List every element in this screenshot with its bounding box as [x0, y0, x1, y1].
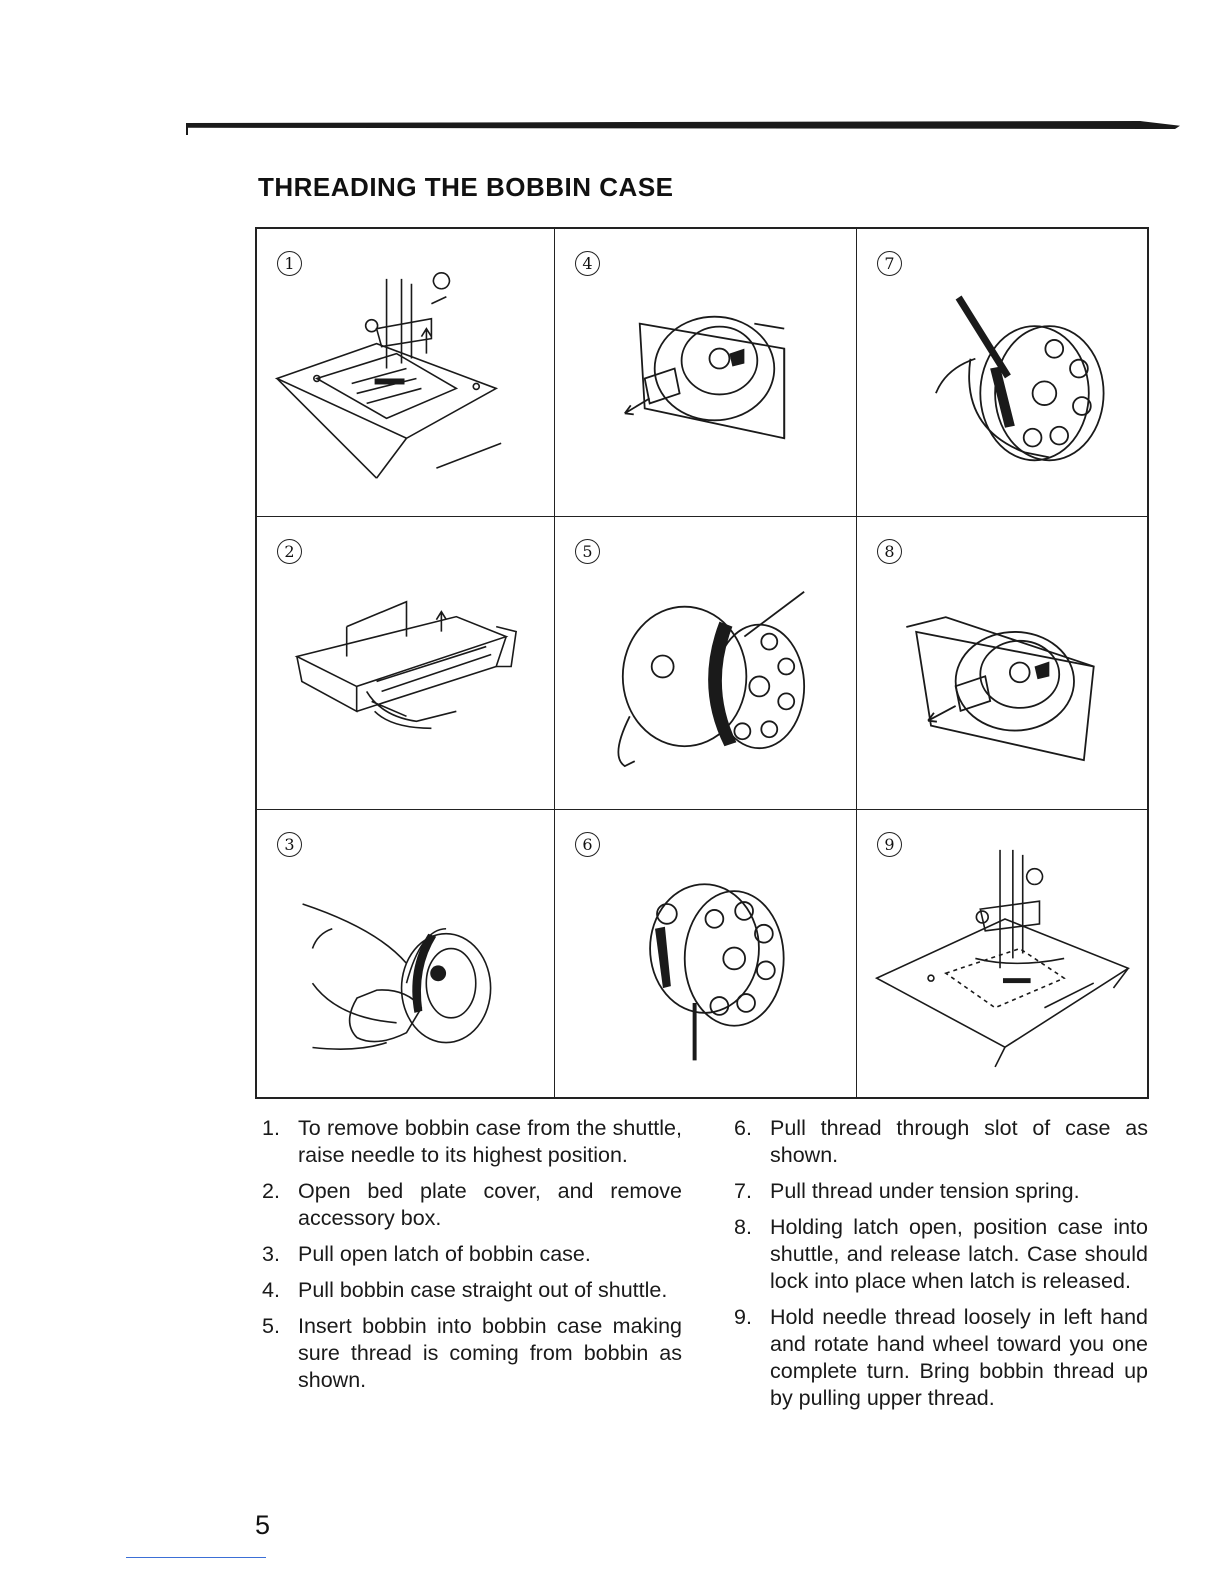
tension-spring-thread-icon: [857, 229, 1147, 516]
case-into-shuttle-icon: [857, 517, 1147, 809]
figure-number: 6: [575, 832, 600, 857]
instruction-step: 1. To remove bobbin case from the shuttle, raise needle to its highest position.: [262, 1116, 682, 1167]
top-rule-tick: [186, 123, 188, 135]
figure-8: [857, 517, 1147, 810]
figure-number: 7: [877, 251, 902, 276]
figure-number: 5: [575, 539, 600, 564]
machine-needle-raised-icon: [257, 229, 554, 516]
figure-7: [857, 229, 1147, 517]
bottom-link-rule: [126, 1557, 266, 1558]
instruction-list-right: [734, 1115, 1148, 1421]
top-rule: [186, 121, 1180, 129]
figure-2: [257, 517, 555, 810]
bobbin-case-removal-icon: [555, 229, 856, 516]
figure-grid: [255, 227, 1149, 1099]
figure-1: [257, 229, 555, 517]
instruction-step: 5. Insert bobbin into bobbin case making sure thread is coming from bobbin as shown.: [262, 1314, 682, 1392]
instruction-step: 4. Pull bobbin case straight out of shuttle.: [262, 1278, 668, 1302]
instruction-step: 7. Pull thread under tension spring.: [734, 1179, 1080, 1203]
instruction-step: 2. Open bed plate cover, and remove accessory box.: [262, 1179, 682, 1230]
instruction-step: 6. Pull thread through slot of case as shown.: [734, 1116, 1148, 1167]
figure-3: [257, 810, 555, 1097]
figure-6: [555, 810, 857, 1097]
figure-number: 2: [277, 539, 302, 564]
bring-up-bobbin-thread-icon: [857, 810, 1147, 1097]
instruction-step: 3. Pull open latch of bobbin case.: [262, 1242, 591, 1266]
figure-number: 8: [877, 539, 902, 564]
instruction-list-left: [262, 1115, 682, 1403]
instruction-step: 9. Hold needle thread loosely in left hand and rotate hand wheel toward you one complete turn. Bring bobbin thread up by pulling upper thread.: [734, 1305, 1148, 1410]
bobbin-case-latch-icon: [257, 810, 554, 1097]
figure-4: [555, 229, 857, 517]
page-title: THREADING THE BOBBIN CASE: [258, 172, 674, 202]
figure-number: 4: [575, 251, 600, 276]
page-number: 5: [255, 1510, 271, 1540]
instruction-step: 8. Holding latch open, position case into shuttle, and release latch. Case should lock into place when latch is released.: [734, 1215, 1148, 1293]
figure-number: 9: [877, 832, 902, 857]
figure-5: [555, 517, 857, 810]
bed-plate-cover-icon: [257, 517, 554, 809]
bobbin-insertion-icon: [555, 517, 856, 809]
thread-through-slot-icon: [555, 810, 856, 1097]
figure-9: [857, 810, 1147, 1097]
figure-number: 1: [277, 251, 302, 276]
figure-number: 3: [277, 832, 302, 857]
